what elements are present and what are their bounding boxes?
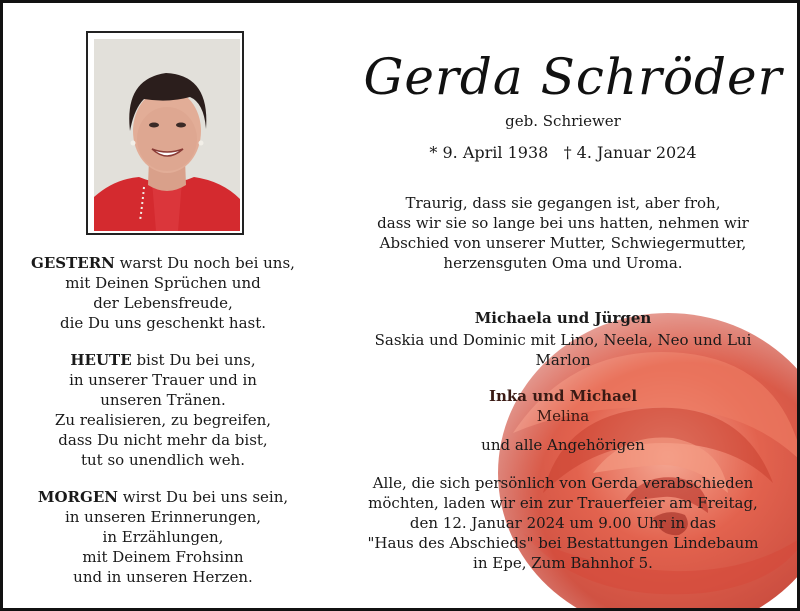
family-group-1 (348, 308, 778, 370)
poem-stanza-tomorrow (23, 487, 303, 587)
birth-name: geb. Schriewer (505, 112, 621, 130)
poem-line: in unseren Erinnerungen, (64, 508, 262, 526)
mourning-message (348, 193, 778, 273)
family-members: Saskia und Dominic mit Lino, Neela, Neo und Lui (374, 331, 752, 349)
poem-line: Zu realisieren, zu begreifen, (54, 411, 272, 429)
poem-line: mit Deinen Sprüchen und (65, 274, 261, 292)
poem-keyword: HEUTE (70, 351, 132, 369)
ceremony-line: Alle, die sich persönlich von Gerda verabschieden (372, 474, 754, 492)
poem-keyword: GESTERN (31, 254, 115, 272)
family-members: Marlon (535, 351, 591, 369)
poem-keyword: MORGEN (37, 488, 118, 506)
ceremony-line: "Haus des Abschieds" bei Bestattungen Lindebaum (367, 534, 759, 552)
poem-line: die Du uns geschenkt hast. (59, 314, 267, 332)
poem-line: in Erzählungen, (102, 528, 224, 546)
message-line: herzensguten Oma und Uroma. (443, 254, 683, 272)
deceased-name: Gerda Schröder (363, 48, 783, 106)
poem-line (23, 350, 303, 370)
ceremony-line: in Epe, Zum Bahnhof 5. (473, 554, 653, 572)
family-heading: Michaela und Jürgen (474, 309, 652, 327)
family-group-2 (348, 386, 778, 426)
poem-line: in unserer Trauer und in (69, 371, 257, 389)
poem-line: der Lebensfreude, (93, 294, 233, 312)
poem-line: und in unseren Herzen. (73, 568, 253, 586)
birth-date: * 9. April 1938 (429, 143, 549, 162)
message-line: Abschied von unserer Mutter, Schwiegermutter, (379, 234, 747, 252)
poem-line-text: bist Du bei uns, (131, 351, 256, 369)
ceremony-line: den 12. Januar 2024 um 9.00 Uhr in das (409, 514, 717, 532)
message-line: dass wir sie so lange bei uns hatten, nehmen wir (377, 214, 749, 232)
poem-line: tut so unendlich weh. (80, 451, 245, 469)
poem-line: mit Deinem Frohsinn (82, 548, 244, 566)
poem-line-text: wirst Du bei uns sein, (117, 488, 289, 506)
message-line: Traurig, dass sie gegangen ist, aber froh, (405, 194, 721, 212)
ceremony-info (348, 473, 778, 573)
other-relatives: und alle Angehörigen (481, 436, 645, 454)
poem-stanza-today (23, 350, 303, 470)
poem-stanza-yesterday (23, 253, 303, 333)
poem-line: unseren Tränen. (100, 391, 226, 409)
death-date: † 4. Januar 2024 (563, 143, 697, 162)
ceremony-line: möchten, laden wir ein zur Trauerfeier am Freitag, (368, 494, 758, 512)
poem-line-text: warst Du noch bei uns, (114, 254, 295, 272)
family-heading: Inka und Michael (488, 387, 638, 405)
portrait-photo (94, 39, 240, 231)
portrait-frame (86, 31, 244, 235)
poem-line (23, 253, 303, 273)
family-members: Melina (536, 407, 590, 425)
poem-line (23, 487, 303, 507)
poem (23, 253, 303, 604)
poem-line: dass Du nicht mehr da bist, (58, 431, 268, 449)
life-dates (348, 143, 778, 163)
